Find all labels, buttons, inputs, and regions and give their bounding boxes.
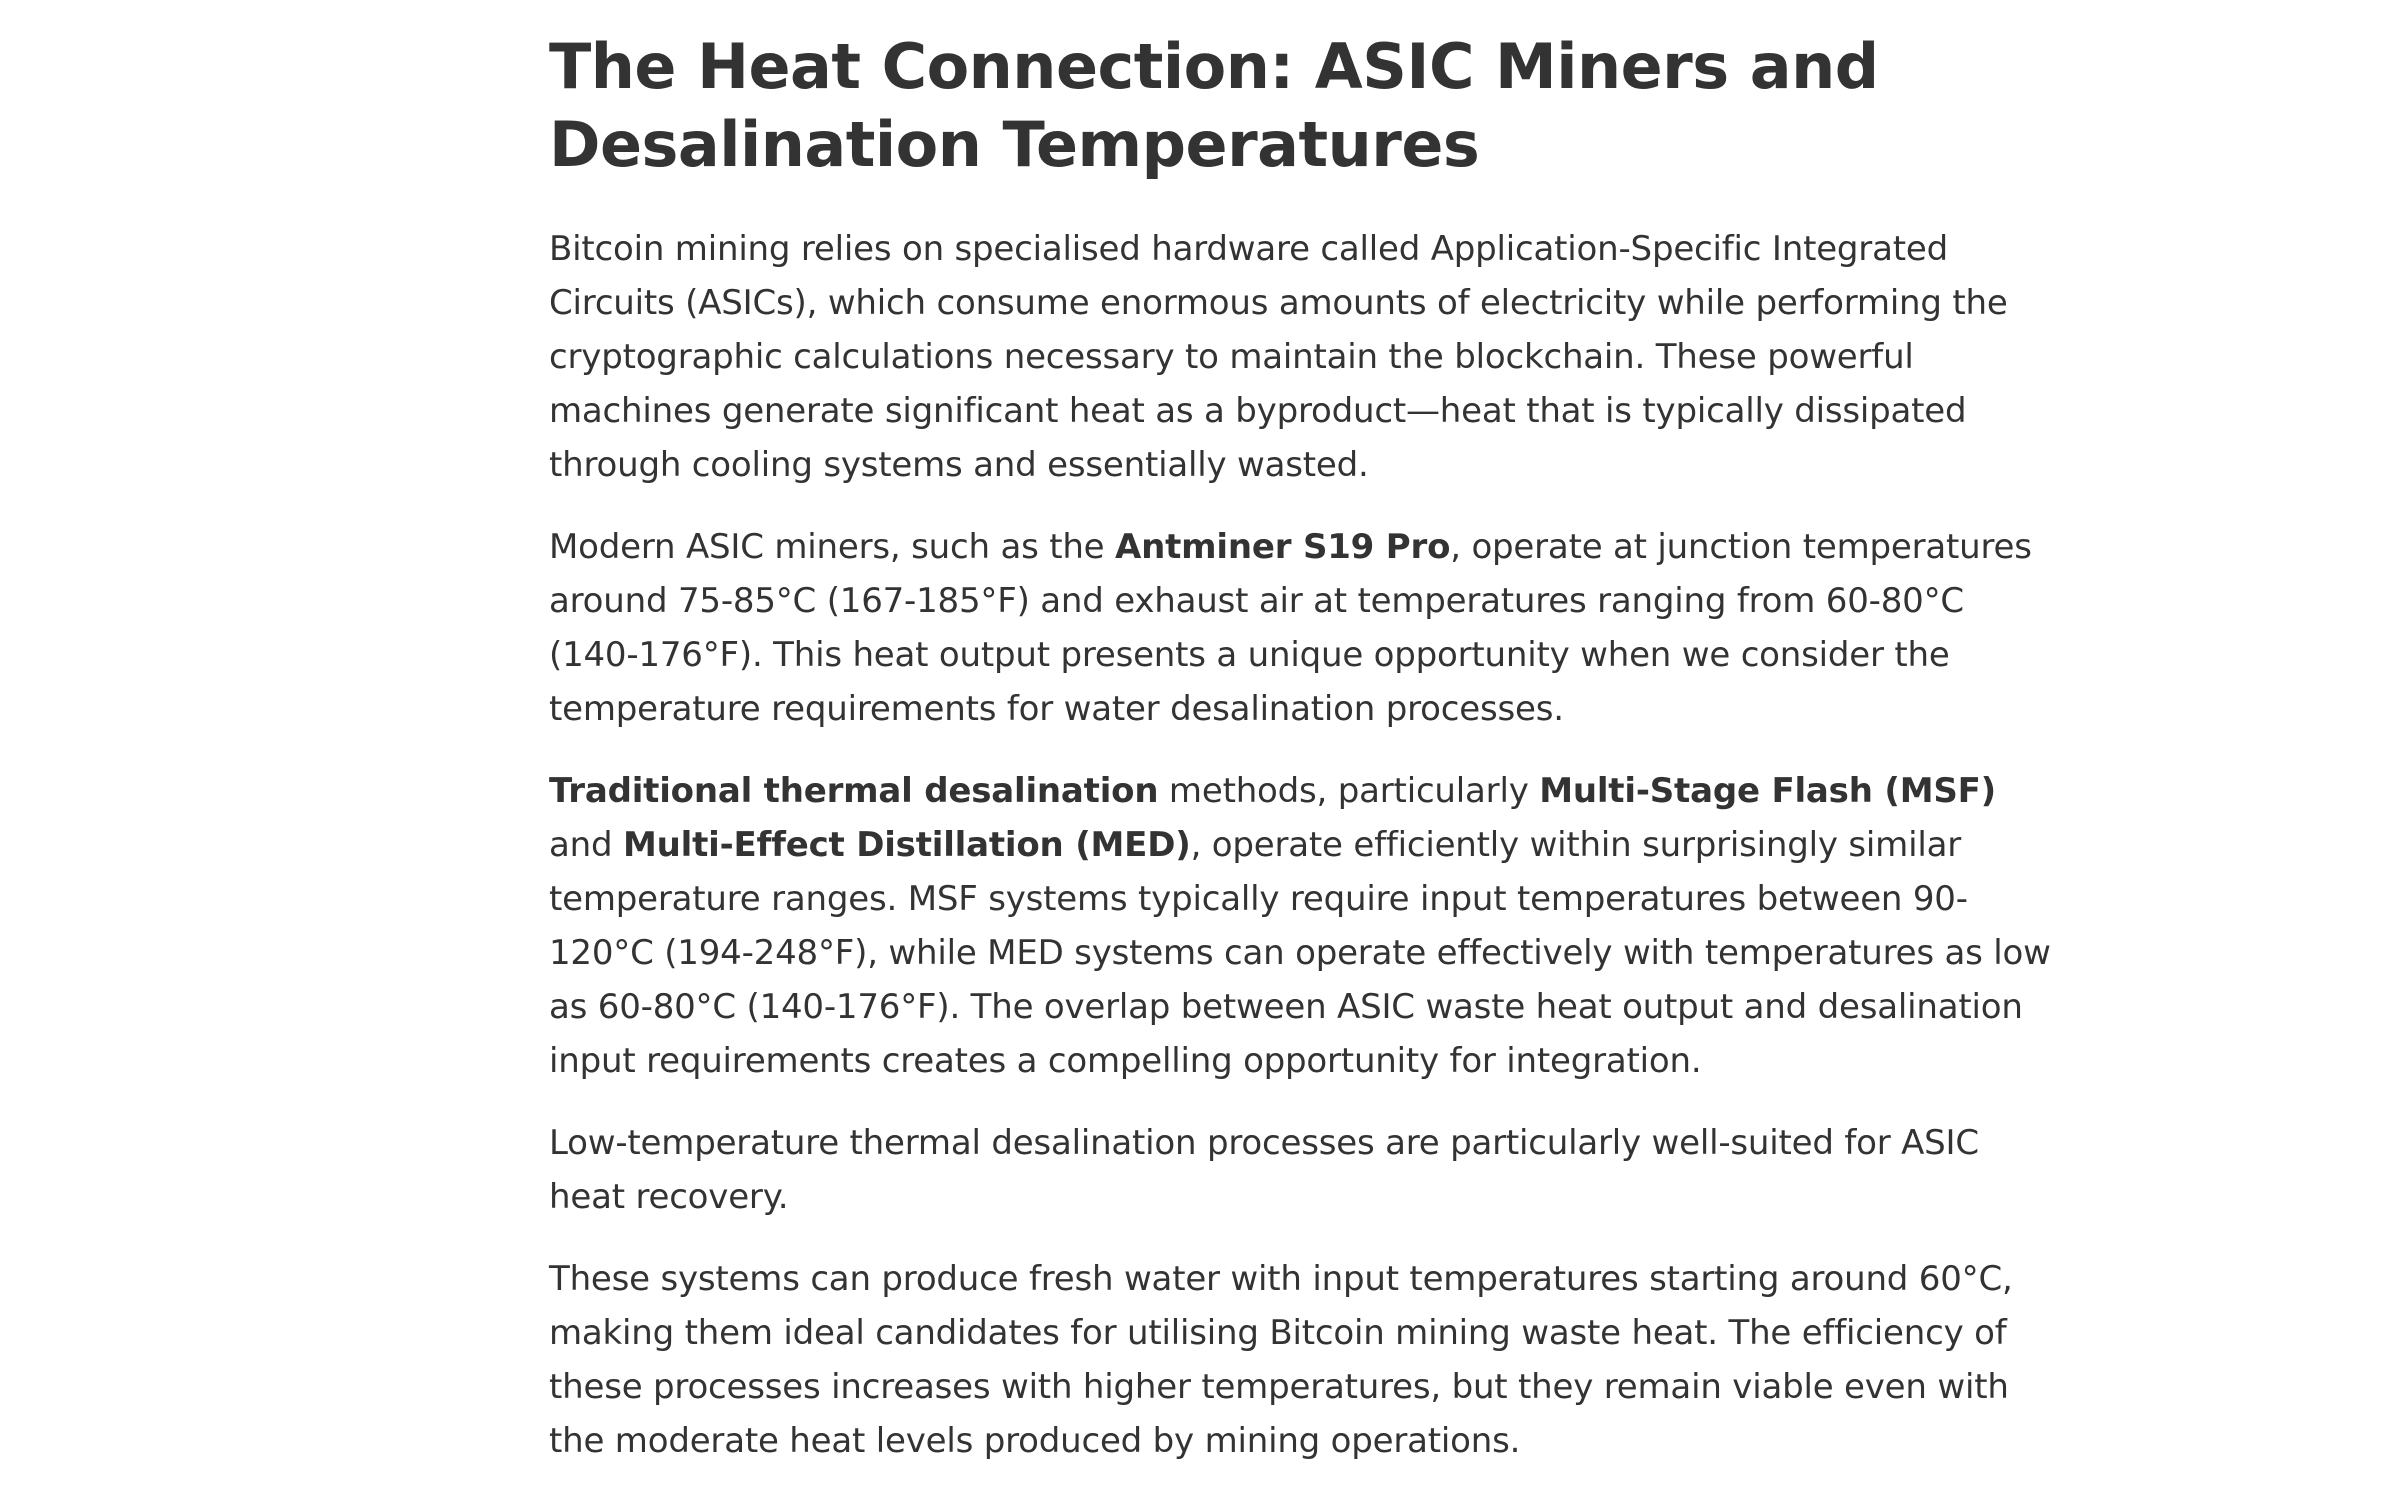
text-span: , operate efficiently within surprisingly similar temperature ranges. MSF systems typically require input temperatures between 90-120°C (194-248°F), while MED systems can operate effectively with temperatures as low as 60-80°C (140-176°F). The overlap between ASIC waste heat output and desalination input requirements creates a compelling opportunity for integration.: [549, 825, 2051, 1081]
article: [549, 28, 2059, 1496]
bold-msf: Multi-Stage Flash (MSF): [1539, 771, 1996, 811]
paragraph-low-temp: Low-temperature thermal desalination processes are particularly well-suited for ASIC heat recovery.: [549, 1123, 1979, 1217]
bold-med: Multi-Effect Distillation (MED): [622, 825, 1191, 865]
paragraph-asic-intro: Bitcoin mining relies on specialised hardware called Application-Specific Integrated Circuits (ASICs), which consume enormous amounts of electricity while performing the cryptographic calculations necessary to maintain the blockchain. These powerful machines generate significant heat as a byproduct—heat that is typically dissipated through cooling systems and essentially wasted.: [549, 229, 2008, 485]
paragraph-thermal-desalination: [549, 764, 2059, 1088]
paragraph-fresh-water: These systems can produce fresh water with input temperatures starting around 60°C, making them ideal candidates for utilising Bitcoin mining waste heat. The efficiency of these processes increases with higher temperatures, but they remain viable even with the moderate heat levels produced by mining operations.: [549, 1259, 2013, 1461]
bold-traditional-thermal: Traditional thermal desalination: [549, 771, 1159, 811]
text-span: , operate at junction temperatures around 75-85°C (167-185°F) and exhaust air at temperatures ranging from 60-80°C (140-176°F). This heat output presents a unique opportunity when we consider the temperature requirements for water desalination processes.: [549, 527, 2032, 729]
text-span: and: [549, 825, 623, 865]
text-span: methods, particularly: [1158, 771, 1540, 811]
text-span: Modern ASIC miners, such as the: [549, 527, 1116, 567]
paragraph-modern-asic: [549, 520, 2059, 736]
article-title: The Heat Connection: ASIC Miners and Desalination Temperatures: [549, 30, 1879, 181]
bold-antminer: Antminer S19 Pro: [1115, 527, 1451, 567]
